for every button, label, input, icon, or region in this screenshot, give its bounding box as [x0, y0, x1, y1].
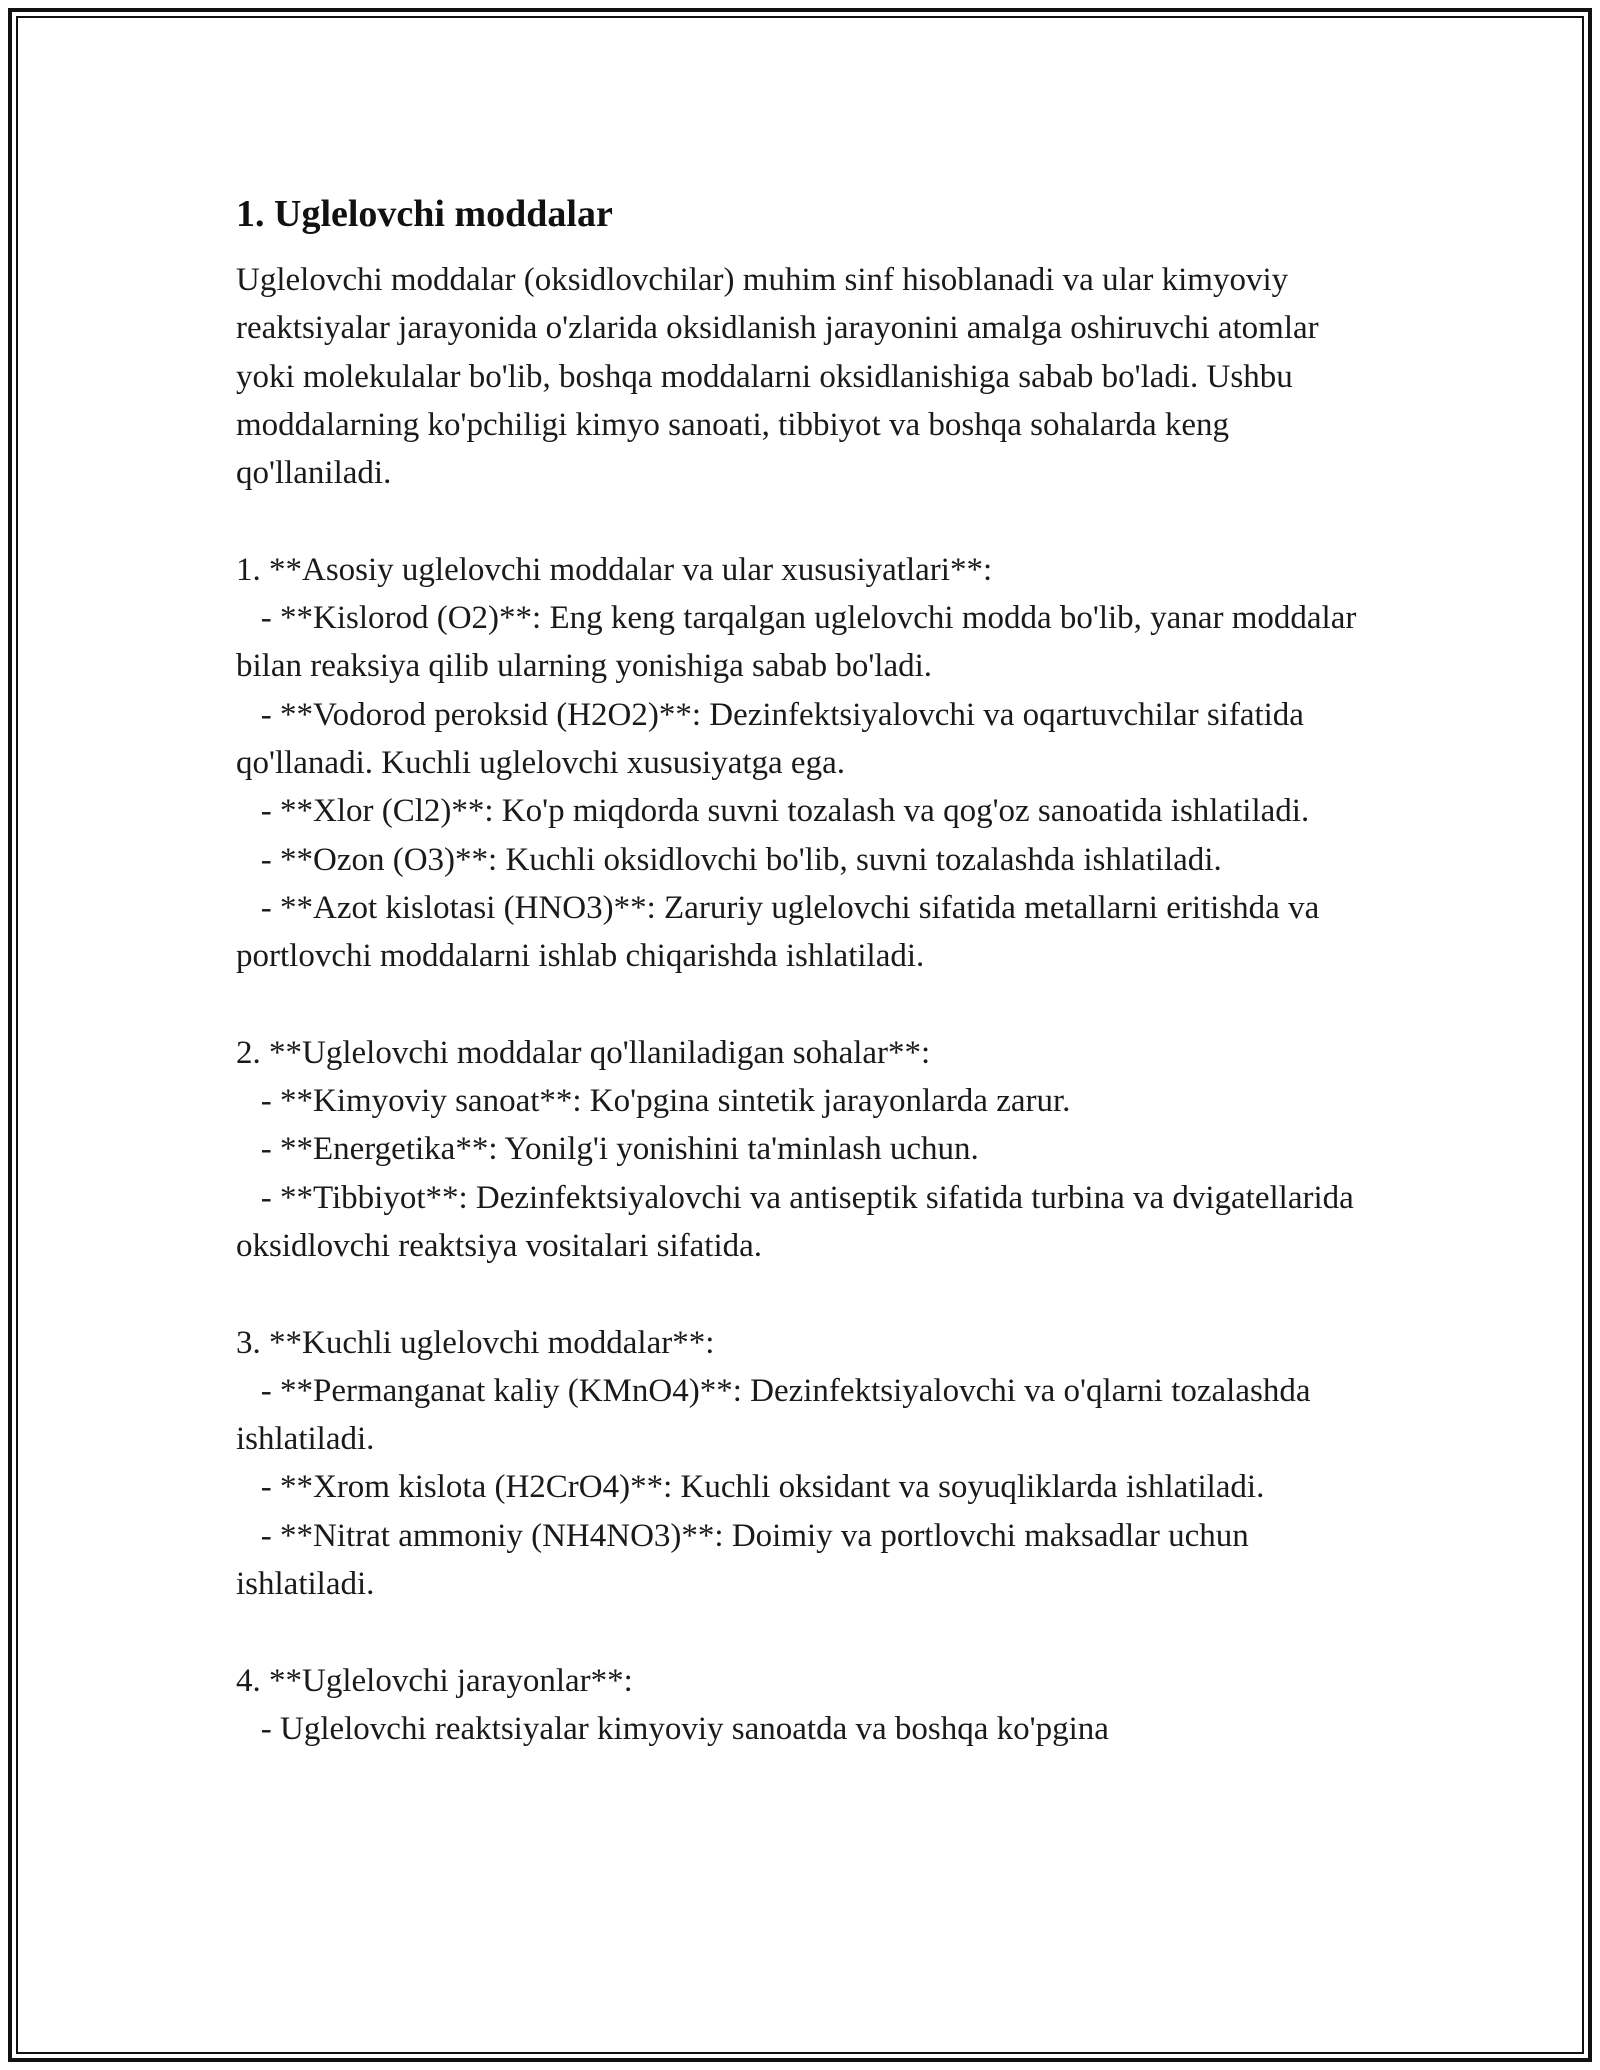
list-item: - **Energetika**: Yonilg'i yonishini ta'minlash uchun.	[260, 1131, 979, 1168]
spacer	[236, 497, 1376, 545]
list-item: - **Xlor (Cl2)**: Ko'p miqdorda suvni tozalash va qog'oz sanoatida ishlatiladi.	[260, 793, 1310, 830]
section-1	[236, 546, 1376, 981]
list-item: - **Kimyoviy sanoat**: Ko'pgina sintetik jarayonlarda zarur.	[260, 1083, 1071, 1120]
spacer	[236, 1608, 1376, 1656]
section-title: 3. **Kuchli uglelovchi moddalar**:	[236, 1324, 715, 1361]
section-4	[236, 1657, 1376, 1754]
list-item: - **Azot kislotasi (HNO3)**: Zaruriy uglelovchi sifatida metallarni eritishda va portlovchi moddalarni ishlab chiqarishda ishlatiladi.	[236, 889, 1320, 975]
list-item: - **Kislorod (O2)**: Eng keng tarqalgan uglelovchi modda bo'lib, yanar moddalar bilan reaksiya qilib ularning yonishiga sabab bo'ladi.	[236, 600, 1357, 685]
list-item: - **Vodorod peroksid (H2O2)**: Dezinfektsiyalovchi va oqartuvchilar sifatida qo'llanadi. Kuchli uglelovchi xususiyatga ega.	[236, 696, 1304, 781]
list-item: - **Nitrat ammoniy (NH4NO3)**: Doimiy va portlovchi maksadlar uchun ishlatiladi.	[236, 1517, 1249, 1603]
list-item: - **Tibbiyot**: Dezinfektsiyalovchi va antiseptik sifatida turbina va dvigatellarida oksidlovchi reaktsiya vositalari sifatida.	[236, 1179, 1354, 1264]
document-text	[236, 256, 1376, 1753]
list-item: - **Permanganat kaliy (KMnO4)**: Dezinfektsiyalovchi va o'qlarni tozalashda ishlatiladi.	[236, 1372, 1311, 1458]
section-2	[236, 1029, 1376, 1270]
page-title: 1. Uglelovchi moddalar	[236, 193, 613, 235]
section-title: 2. **Uglelovchi moddalar qo'llaniladigan sohalar**:	[236, 1034, 931, 1071]
spacer	[236, 980, 1376, 1028]
document-body	[236, 190, 1376, 1753]
list-item: - **Xrom kislota (H2CrO4)**: Kuchli oksidant va soyuqliklarda ishlatiladi.	[260, 1469, 1265, 1506]
list-item: - Uglelovchi reaktsiyalar kimyoviy sanoatda va boshqa ko'pgina	[260, 1710, 1109, 1747]
intro-paragraph: Uglelovchi moddalar (oksidlovchilar) muhim sinf hisoblanadi va ular kimyoviy reaktsiyalar jarayonida o'zlarida oksidlanish jarayonini amalga oshiruvchi atomlar yoki molekulalar bo'lib, boshqa moddalarni oksidlanishiga sabab bo'ladi. Ushbu moddalarning ko'pchiligi kimyo sanoati, tibbiyot va boshqa sohalarda keng qo'llaniladi.	[236, 262, 1319, 492]
section-title: 4. **Uglelovchi jarayonlar**:	[236, 1662, 633, 1699]
spacer	[236, 1270, 1376, 1318]
section-title: 1. **Asosiy uglelovchi moddalar va ular xususiyatlari**:	[236, 551, 993, 588]
section-3	[236, 1319, 1376, 1609]
list-item: - **Ozon (O3)**: Kuchli oksidlovchi bo'lib, suvni tozalashda ishlatiladi.	[260, 841, 1222, 878]
